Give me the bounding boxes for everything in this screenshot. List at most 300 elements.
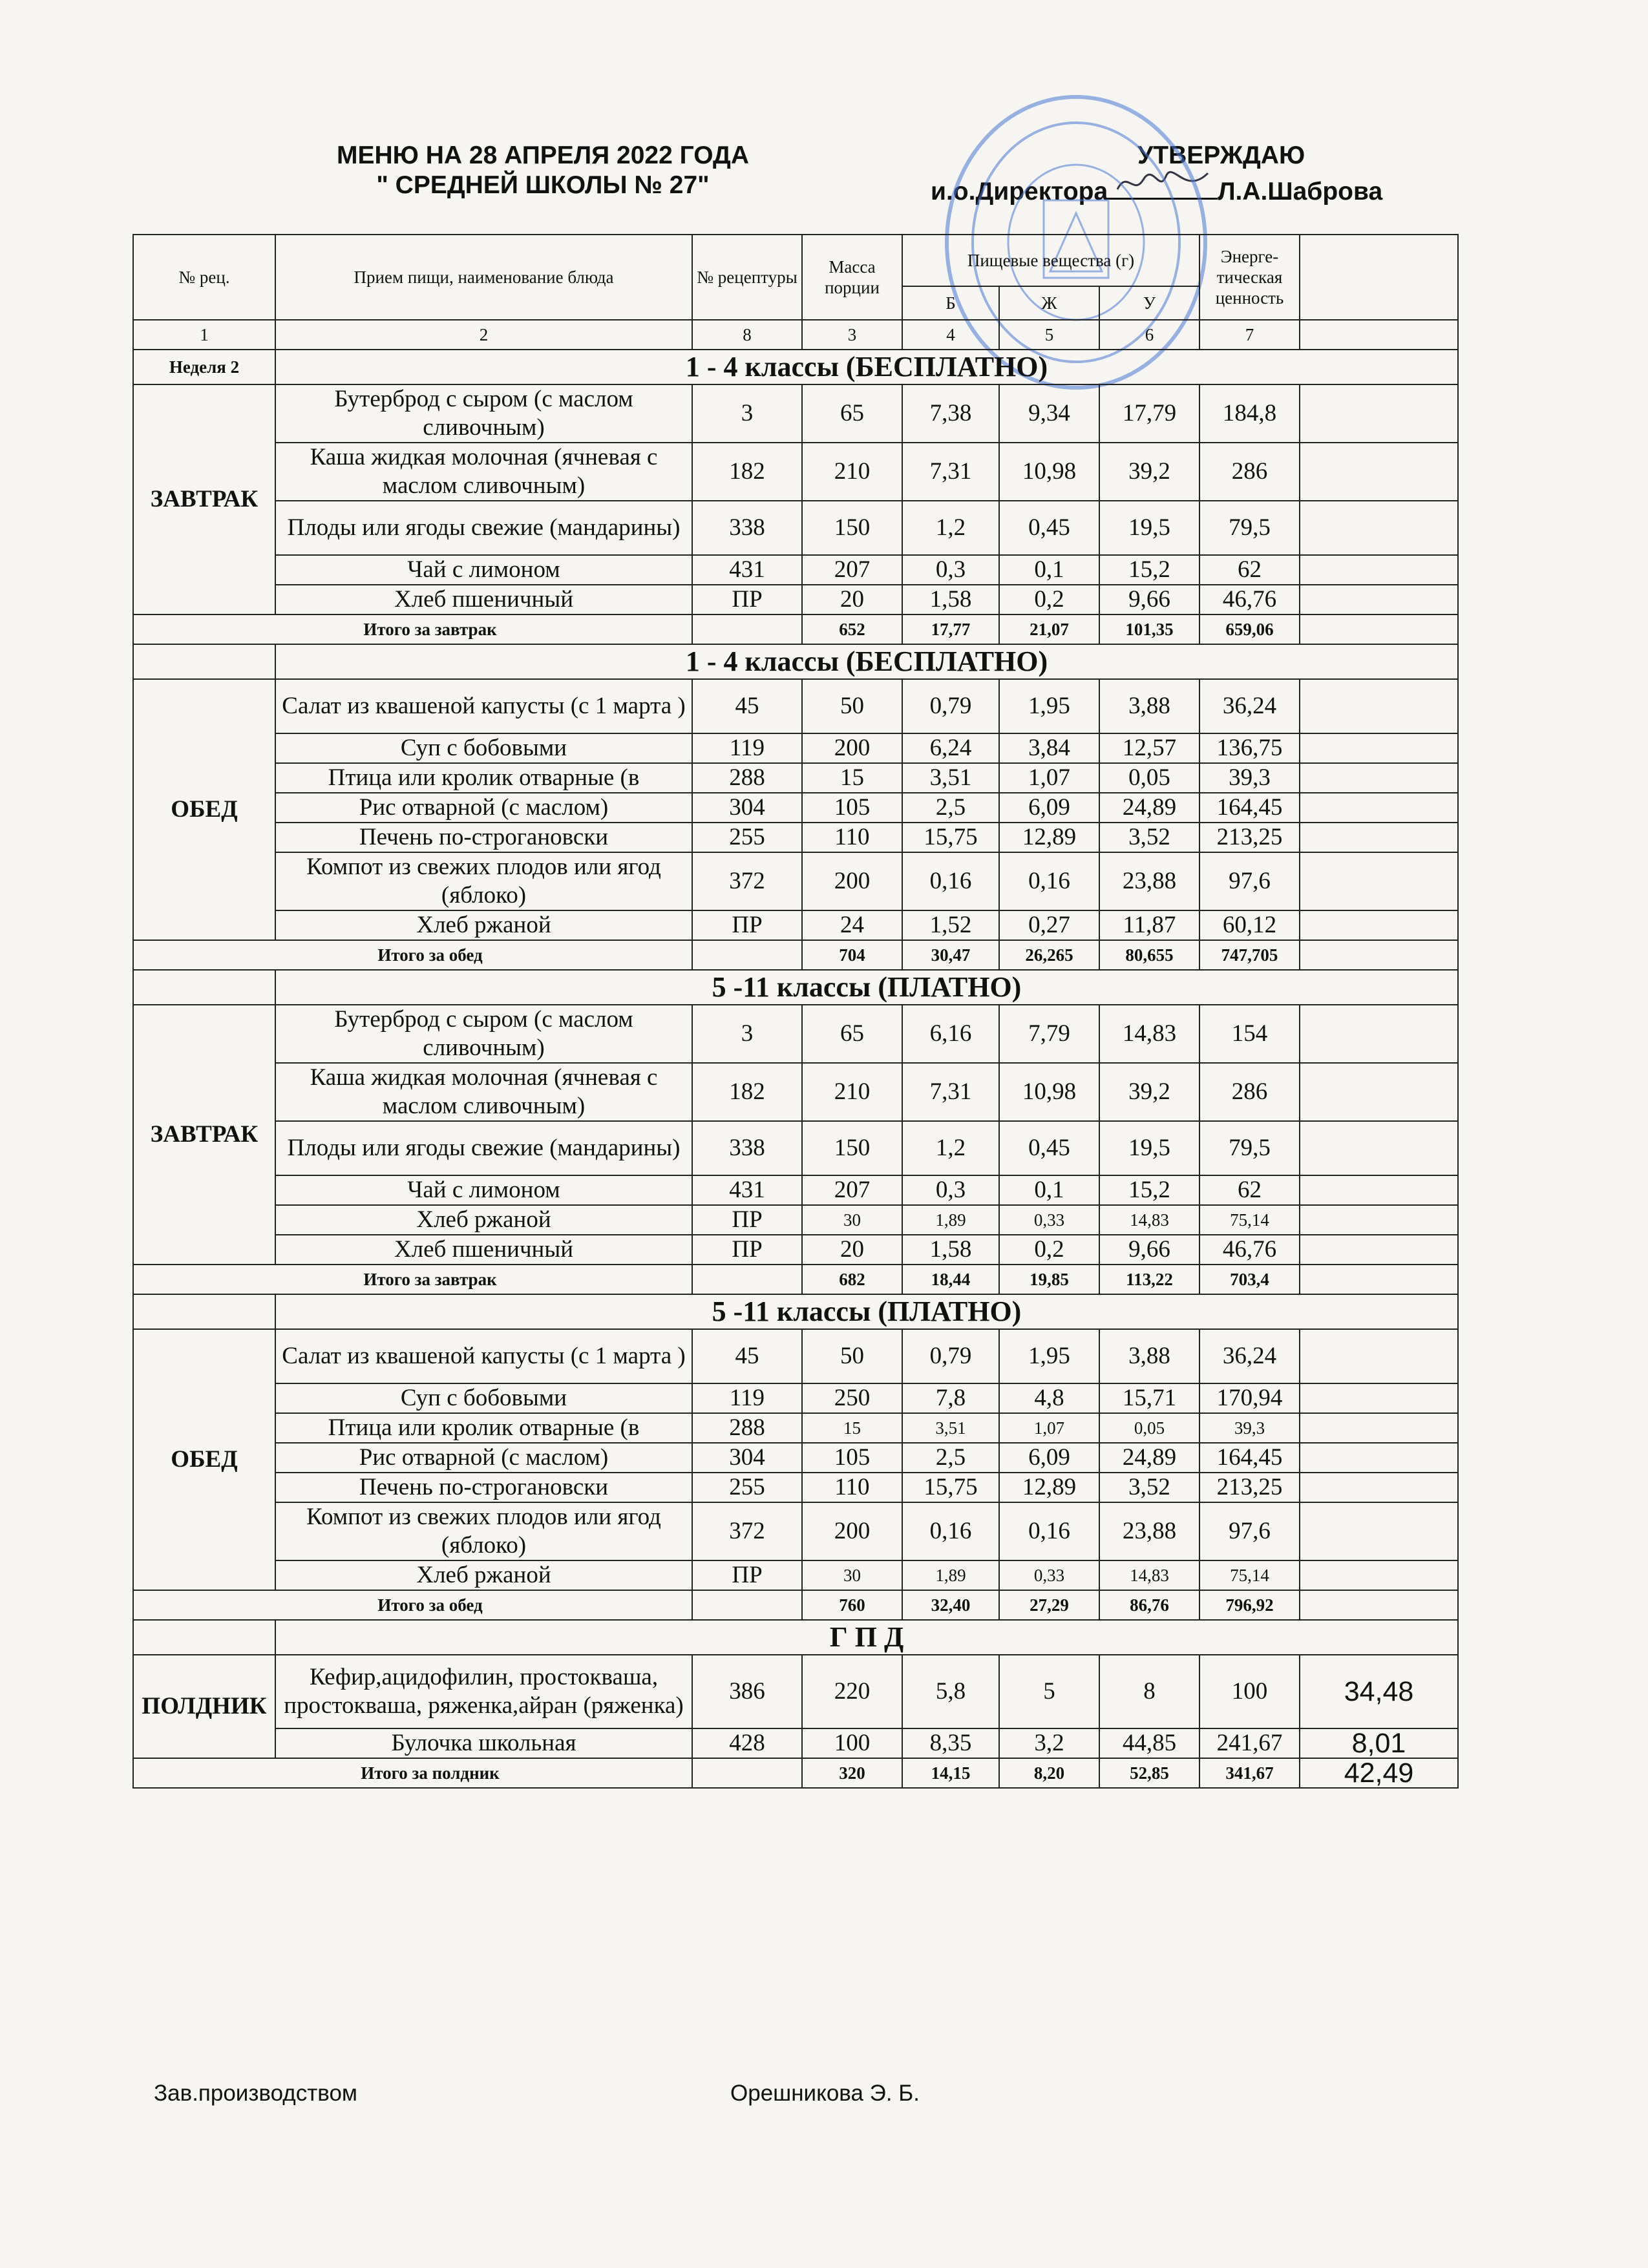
- carbs-value: 9,66: [1099, 585, 1199, 614]
- carbs-value: 8: [1099, 1655, 1199, 1728]
- total-extra: [1300, 1590, 1458, 1620]
- carbs-value: 14,83: [1099, 1560, 1199, 1590]
- table-row: [133, 1383, 1458, 1413]
- extra-value: [1300, 1443, 1458, 1473]
- dish-name: Плоды или ягоды свежие (мандарины): [275, 501, 692, 555]
- header-extra: [1300, 235, 1458, 320]
- table-row: [133, 1655, 1458, 1728]
- total-label: Итого за полдник: [133, 1758, 692, 1788]
- portion-mass: 207: [802, 1175, 902, 1205]
- fats-value: 0,16: [999, 852, 1099, 910]
- energy-value: 79,5: [1199, 1121, 1300, 1175]
- carbs-value: 12,57: [1099, 733, 1199, 763]
- total-carbs: 52,85: [1099, 1758, 1199, 1788]
- proteins-value: 1,58: [902, 585, 999, 614]
- section-header-row: [133, 350, 1458, 384]
- energy-value: 39,3: [1199, 1413, 1300, 1443]
- approve-label: УТВЕРЖДАЮ: [1137, 142, 1305, 169]
- extra-value: [1300, 763, 1458, 793]
- column-number: 6: [1099, 320, 1199, 350]
- extra-value: 34,48: [1300, 1655, 1458, 1728]
- energy-value: 213,25: [1199, 823, 1300, 852]
- director-label: и.о.Директора: [931, 178, 1108, 205]
- portion-mass: 24: [802, 910, 902, 940]
- total-energy: 659,06: [1199, 614, 1300, 644]
- recipe-number: 3: [692, 1005, 802, 1063]
- portion-mass: 250: [802, 1383, 902, 1413]
- proteins-value: 7,38: [902, 384, 999, 443]
- fats-value: 4,8: [999, 1383, 1099, 1413]
- portion-mass: 20: [802, 585, 902, 614]
- proteins-value: 1,89: [902, 1560, 999, 1590]
- proteins-value: 3,51: [902, 1413, 999, 1443]
- total-row: [133, 940, 1458, 970]
- portion-mass: 207: [802, 555, 902, 585]
- section-title: Г П Д: [275, 1620, 1458, 1655]
- fats-value: 7,79: [999, 1005, 1099, 1063]
- dish-name: Печень по-строгановски: [275, 823, 692, 852]
- director-name: Л.А.Шаброва: [1218, 178, 1383, 205]
- carbs-value: 3,88: [1099, 679, 1199, 733]
- meal-label: ЗАВТРАК: [133, 384, 275, 614]
- total-energy: 796,92: [1199, 1590, 1300, 1620]
- energy-value: 97,6: [1199, 852, 1300, 910]
- energy-value: 36,24: [1199, 1329, 1300, 1383]
- proteins-value: 15,75: [902, 823, 999, 852]
- extra-value: [1300, 1005, 1458, 1063]
- total-fats: 19,85: [999, 1265, 1099, 1294]
- total-proteins: 32,40: [902, 1590, 999, 1620]
- dish-name: Компот из свежих плодов или ягод (яблоко): [275, 1502, 692, 1560]
- meal-label: ОБЕД: [133, 679, 275, 940]
- carbs-value: 9,66: [1099, 1235, 1199, 1265]
- extra-value: 8,01: [1300, 1728, 1458, 1758]
- proteins-value: 7,8: [902, 1383, 999, 1413]
- extra-value: [1300, 1235, 1458, 1265]
- total-row: [133, 1265, 1458, 1294]
- portion-mass: 200: [802, 1502, 902, 1560]
- table-row: [133, 823, 1458, 852]
- portion-mass: 30: [802, 1205, 902, 1235]
- table-row: [133, 1502, 1458, 1560]
- table-row: [133, 1121, 1458, 1175]
- proteins-value: 2,5: [902, 1443, 999, 1473]
- portion-mass: 105: [802, 793, 902, 823]
- total-carbs: 101,35: [1099, 614, 1199, 644]
- fats-value: 1,95: [999, 1329, 1099, 1383]
- table-row: [133, 679, 1458, 733]
- fats-value: 0,45: [999, 501, 1099, 555]
- energy-value: 213,25: [1199, 1473, 1300, 1502]
- carbs-value: 24,89: [1099, 793, 1199, 823]
- header-dish: Прием пищи, наименование блюда: [275, 235, 692, 320]
- recipe-number: 255: [692, 1473, 802, 1502]
- footer-signatory: Орешникова Э. Б.: [730, 2081, 920, 2106]
- header-mass: Масса порции: [802, 235, 902, 320]
- recipe-number: 431: [692, 1175, 802, 1205]
- section-title: 1 - 4 классы (БЕСПЛАТНО): [275, 644, 1458, 679]
- carbs-value: 0,05: [1099, 1413, 1199, 1443]
- extra-value: [1300, 733, 1458, 763]
- energy-value: 100: [1199, 1655, 1300, 1728]
- section-spacer: [133, 644, 275, 679]
- dish-name: Кефир,ацидофилин, простокваша, простокваша, ряженка,айран (ряженка): [275, 1655, 692, 1728]
- total-fats: 26,265: [999, 940, 1099, 970]
- dish-name: Бутерброд с сыром (с маслом сливочным): [275, 384, 692, 443]
- total-mass: 760: [802, 1590, 902, 1620]
- header-carbs: У: [1099, 286, 1199, 320]
- recipe-number: ПР: [692, 1560, 802, 1590]
- extra-value: [1300, 1063, 1458, 1121]
- extra-value: [1300, 1473, 1458, 1502]
- energy-value: 154: [1199, 1005, 1300, 1063]
- column-number: 7: [1199, 320, 1300, 350]
- recipe-number: ПР: [692, 585, 802, 614]
- total-fats: 21,07: [999, 614, 1099, 644]
- table-row: [133, 1235, 1458, 1265]
- total-carbs: 113,22: [1099, 1265, 1199, 1294]
- portion-mass: 65: [802, 1005, 902, 1063]
- table-row: [133, 793, 1458, 823]
- proteins-value: 2,5: [902, 793, 999, 823]
- total-row: [133, 614, 1458, 644]
- total-mass: 682: [802, 1265, 902, 1294]
- recipe-number: ПР: [692, 1205, 802, 1235]
- meal-label: ПОЛДНИК: [133, 1655, 275, 1758]
- extra-value: [1300, 1413, 1458, 1443]
- extra-value: [1300, 443, 1458, 501]
- dish-name: Чай с лимоном: [275, 555, 692, 585]
- energy-value: 286: [1199, 443, 1300, 501]
- energy-value: 62: [1199, 555, 1300, 585]
- recipe-number: 386: [692, 1655, 802, 1728]
- proteins-value: 0,16: [902, 852, 999, 910]
- carbs-value: 11,87: [1099, 910, 1199, 940]
- dish-name: Птица или кролик отварные (в: [275, 763, 692, 793]
- proteins-value: 0,3: [902, 1175, 999, 1205]
- dish-name: Птица или кролик отварные (в: [275, 1413, 692, 1443]
- table-row: [133, 733, 1458, 763]
- section-title: 5 -11 классы (ПЛАТНО): [275, 970, 1458, 1005]
- section-header-row: [133, 644, 1458, 679]
- table-row: [133, 1473, 1458, 1502]
- extra-value: [1300, 679, 1458, 733]
- dish-name: Чай с лимоном: [275, 1175, 692, 1205]
- proteins-value: 1,58: [902, 1235, 999, 1265]
- section-title: 5 -11 классы (ПЛАТНО): [275, 1294, 1458, 1329]
- total-energy: 341,67: [1199, 1758, 1300, 1788]
- fats-value: 0,33: [999, 1560, 1099, 1590]
- table-row: [133, 1443, 1458, 1473]
- total-extra: [1300, 614, 1458, 644]
- carbs-value: 0,05: [1099, 763, 1199, 793]
- recipe-number: ПР: [692, 910, 802, 940]
- table-row: [133, 1175, 1458, 1205]
- portion-mass: 15: [802, 1413, 902, 1443]
- energy-value: 97,6: [1199, 1502, 1300, 1560]
- table-row: [133, 585, 1458, 614]
- fats-value: 0,45: [999, 1121, 1099, 1175]
- menu-table: [132, 234, 1459, 1789]
- total-mass: 704: [802, 940, 902, 970]
- proteins-value: 7,31: [902, 1063, 999, 1121]
- column-number: 3: [802, 320, 902, 350]
- energy-value: 75,14: [1199, 1205, 1300, 1235]
- fats-value: 12,89: [999, 1473, 1099, 1502]
- extra-value: [1300, 1121, 1458, 1175]
- dish-name: Хлеб пшеничный: [275, 1235, 692, 1265]
- proteins-value: 6,24: [902, 733, 999, 763]
- energy-value: 46,76: [1199, 1235, 1300, 1265]
- dish-name: Каша жидкая молочная (ячневая с маслом сливочным): [275, 1063, 692, 1121]
- fats-value: 0,16: [999, 1502, 1099, 1560]
- recipe-number: ПР: [692, 1235, 802, 1265]
- energy-value: 136,75: [1199, 733, 1300, 763]
- total-proteins: 14,15: [902, 1758, 999, 1788]
- total-proteins: 17,77: [902, 614, 999, 644]
- total-spacer: [692, 1590, 802, 1620]
- portion-mass: 50: [802, 1329, 902, 1383]
- energy-value: 60,12: [1199, 910, 1300, 940]
- extra-value: [1300, 585, 1458, 614]
- table-row: [133, 443, 1458, 501]
- extra-value: [1300, 852, 1458, 910]
- recipe-number: 304: [692, 793, 802, 823]
- fats-value: 10,98: [999, 443, 1099, 501]
- dish-name: Хлеб ржаной: [275, 1205, 692, 1235]
- carbs-value: 15,2: [1099, 1175, 1199, 1205]
- portion-mass: 110: [802, 1473, 902, 1502]
- extra-value: [1300, 1175, 1458, 1205]
- energy-value: 75,14: [1199, 1560, 1300, 1590]
- portion-mass: 20: [802, 1235, 902, 1265]
- total-energy: 703,4: [1199, 1265, 1300, 1294]
- proteins-value: 0,79: [902, 1329, 999, 1383]
- proteins-value: 5,8: [902, 1655, 999, 1728]
- portion-mass: 200: [802, 852, 902, 910]
- carbs-value: 23,88: [1099, 1502, 1199, 1560]
- total-energy: 747,705: [1199, 940, 1300, 970]
- carbs-value: 19,5: [1099, 501, 1199, 555]
- total-extra: [1300, 940, 1458, 970]
- dish-name: Салат из квашеной капусты (с 1 марта ): [275, 1329, 692, 1383]
- extra-value: [1300, 1205, 1458, 1235]
- energy-value: 39,3: [1199, 763, 1300, 793]
- dish-name: Бутерброд с сыром (с маслом сливочным): [275, 1005, 692, 1063]
- portion-mass: 50: [802, 679, 902, 733]
- section-header-row: [133, 970, 1458, 1005]
- total-extra: [1300, 1265, 1458, 1294]
- fats-value: 3,84: [999, 733, 1099, 763]
- header-fats: Ж: [999, 286, 1099, 320]
- section-header-row: [133, 1620, 1458, 1655]
- proteins-value: 7,31: [902, 443, 999, 501]
- dish-name: Булочка школьная: [275, 1728, 692, 1758]
- portion-mass: 210: [802, 1063, 902, 1121]
- recipe-number: 182: [692, 1063, 802, 1121]
- extra-value: [1300, 1383, 1458, 1413]
- energy-value: 164,45: [1199, 1443, 1300, 1473]
- dish-name: Хлеб пшеничный: [275, 585, 692, 614]
- week-label: Неделя 2: [133, 350, 275, 384]
- recipe-number: 338: [692, 501, 802, 555]
- recipe-number: 119: [692, 1383, 802, 1413]
- fats-value: 0,1: [999, 1175, 1099, 1205]
- table-header-row: [133, 235, 1458, 286]
- proteins-value: 15,75: [902, 1473, 999, 1502]
- portion-mass: 15: [802, 763, 902, 793]
- dish-name: Хлеб ржаной: [275, 1560, 692, 1590]
- column-number: 2: [275, 320, 692, 350]
- table-row: [133, 555, 1458, 585]
- recipe-number: 45: [692, 1329, 802, 1383]
- total-row: [133, 1590, 1458, 1620]
- portion-mass: 210: [802, 443, 902, 501]
- portion-mass: 150: [802, 1121, 902, 1175]
- recipe-number: 45: [692, 679, 802, 733]
- energy-value: 36,24: [1199, 679, 1300, 733]
- meal-label: ЗАВТРАК: [133, 1005, 275, 1265]
- total-spacer: [692, 1758, 802, 1788]
- energy-value: 79,5: [1199, 501, 1300, 555]
- total-spacer: [692, 1265, 802, 1294]
- dish-name: Суп с бобовыми: [275, 733, 692, 763]
- column-number: 1: [133, 320, 275, 350]
- recipe-number: 255: [692, 823, 802, 852]
- fats-value: 3,2: [999, 1728, 1099, 1758]
- total-mass: 320: [802, 1758, 902, 1788]
- total-spacer: [692, 614, 802, 644]
- recipe-number: 119: [692, 733, 802, 763]
- recipe-number: 372: [692, 1502, 802, 1560]
- extra-value: [1300, 910, 1458, 940]
- energy-value: 46,76: [1199, 585, 1300, 614]
- fats-value: 5: [999, 1655, 1099, 1728]
- carbs-value: 19,5: [1099, 1121, 1199, 1175]
- menu-title-line1: МЕНЮ НА 28 АПРЕЛЯ 2022 ГОДА: [337, 142, 749, 169]
- carbs-value: 39,2: [1099, 1063, 1199, 1121]
- menu-table-body: [133, 235, 1458, 1788]
- carbs-value: 3,88: [1099, 1329, 1199, 1383]
- total-proteins: 30,47: [902, 940, 999, 970]
- proteins-value: 1,2: [902, 1121, 999, 1175]
- header-energy: Энерге-тическая ценность: [1199, 235, 1300, 320]
- fats-value: 0,2: [999, 1235, 1099, 1265]
- carbs-value: 23,88: [1099, 852, 1199, 910]
- proteins-value: 0,16: [902, 1502, 999, 1560]
- section-spacer: [133, 1620, 275, 1655]
- recipe-number: 288: [692, 763, 802, 793]
- carbs-value: 15,71: [1099, 1383, 1199, 1413]
- fats-value: 6,09: [999, 793, 1099, 823]
- portion-mass: 200: [802, 733, 902, 763]
- proteins-value: 6,16: [902, 1005, 999, 1063]
- portion-mass: 110: [802, 823, 902, 852]
- dish-name: Салат из квашеной капусты (с 1 марта ): [275, 679, 692, 733]
- total-row: [133, 1758, 1458, 1788]
- recipe-number: 288: [692, 1413, 802, 1443]
- extra-value: [1300, 555, 1458, 585]
- extra-value: [1300, 501, 1458, 555]
- energy-value: 62: [1199, 1175, 1300, 1205]
- proteins-value: 1,89: [902, 1205, 999, 1235]
- total-fats: 8,20: [999, 1758, 1099, 1788]
- fats-value: 12,89: [999, 823, 1099, 852]
- recipe-number: 428: [692, 1728, 802, 1758]
- column-number-extra: [1300, 320, 1458, 350]
- portion-mass: 105: [802, 1443, 902, 1473]
- dish-name: Компот из свежих плодов или ягод (яблоко): [275, 852, 692, 910]
- fats-value: 0,33: [999, 1205, 1099, 1235]
- table-row: [133, 1413, 1458, 1443]
- energy-value: 170,94: [1199, 1383, 1300, 1413]
- carbs-value: 39,2: [1099, 443, 1199, 501]
- section-title: 1 - 4 классы (БЕСПЛАТНО): [275, 350, 1458, 384]
- dish-name: Суп с бобовыми: [275, 1383, 692, 1413]
- dish-name: Печень по-строгановски: [275, 1473, 692, 1502]
- menu-title-line2: " СРЕДНЕЙ ШКОЛЫ № 27": [376, 171, 710, 199]
- section-spacer: [133, 1294, 275, 1329]
- proteins-value: 0,79: [902, 679, 999, 733]
- total-mass: 652: [802, 614, 902, 644]
- extra-value: [1300, 1502, 1458, 1560]
- recipe-number: 338: [692, 1121, 802, 1175]
- fats-value: 0,1: [999, 555, 1099, 585]
- extra-value: [1300, 793, 1458, 823]
- column-number: 5: [999, 320, 1099, 350]
- proteins-value: 3,51: [902, 763, 999, 793]
- proteins-value: 0,3: [902, 555, 999, 585]
- portion-mass: 150: [802, 501, 902, 555]
- portion-mass: 100: [802, 1728, 902, 1758]
- recipe-number: 182: [692, 443, 802, 501]
- table-row: [133, 763, 1458, 793]
- carbs-value: 15,2: [1099, 555, 1199, 585]
- dish-name: Плоды или ягоды свежие (мандарины): [275, 1121, 692, 1175]
- total-label: Итого за обед: [133, 1590, 692, 1620]
- fats-value: 9,34: [999, 384, 1099, 443]
- dish-name: Рис отварной (с маслом): [275, 793, 692, 823]
- total-label: Итого за завтрак: [133, 1265, 692, 1294]
- extra-value: [1300, 1329, 1458, 1383]
- total-label: Итого за обед: [133, 940, 692, 970]
- header-proteins: Б: [902, 286, 999, 320]
- total-carbs: 80,655: [1099, 940, 1199, 970]
- portion-mass: 220: [802, 1655, 902, 1728]
- energy-value: 241,67: [1199, 1728, 1300, 1758]
- proteins-value: 1,2: [902, 501, 999, 555]
- portion-mass: 30: [802, 1560, 902, 1590]
- carbs-value: 44,85: [1099, 1728, 1199, 1758]
- total-spacer: [692, 940, 802, 970]
- energy-value: 184,8: [1199, 384, 1300, 443]
- energy-value: 164,45: [1199, 793, 1300, 823]
- fats-value: 1,07: [999, 1413, 1099, 1443]
- carbs-value: 14,83: [1099, 1205, 1199, 1235]
- table-row: [133, 1063, 1458, 1121]
- table-row: [133, 384, 1458, 443]
- table-row: [133, 1005, 1458, 1063]
- header-nutrients: Пищевые вещества (г): [902, 235, 1199, 286]
- meal-label: ОБЕД: [133, 1329, 275, 1590]
- dish-name: Каша жидкая молочная (ячневая с маслом сливочным): [275, 443, 692, 501]
- extra-value: [1300, 384, 1458, 443]
- table-row: [133, 1205, 1458, 1235]
- dish-name: Рис отварной (с маслом): [275, 1443, 692, 1473]
- proteins-value: 8,35: [902, 1728, 999, 1758]
- total-carbs: 86,76: [1099, 1590, 1199, 1620]
- carbs-value: 3,52: [1099, 1473, 1199, 1502]
